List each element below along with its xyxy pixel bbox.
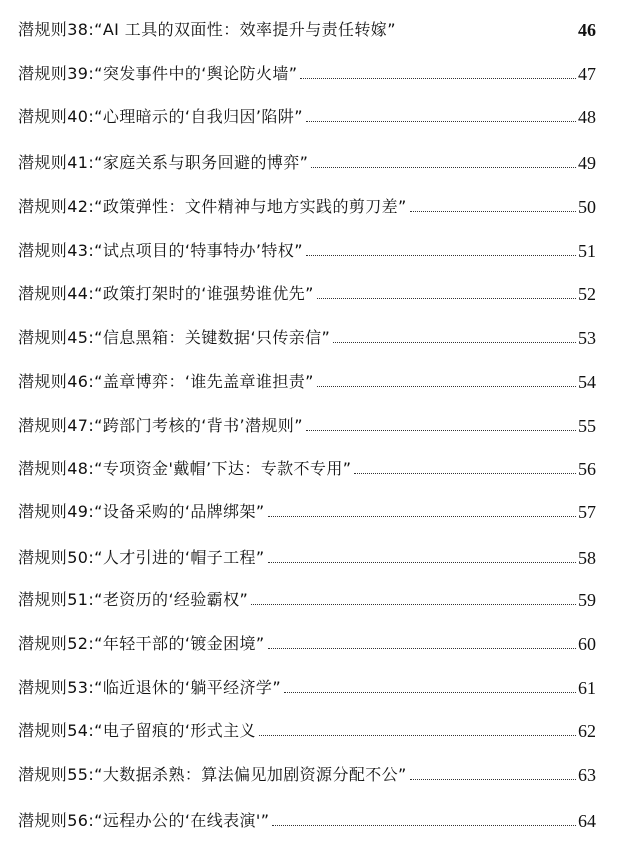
toc-leader-dots (268, 648, 576, 649)
toc-entry[interactable] (18, 280, 596, 304)
toc-leader-dots (317, 386, 576, 387)
toc-entry[interactable] (18, 498, 596, 522)
toc-entry-title: 潜规则47:“跨部门考核的‘背书’潜规则” (18, 416, 303, 435)
toc-entry-title: 潜规则41:“家庭关系与职务回避的博弈” (18, 153, 309, 172)
toc-entry-title: 潜规则44:“政策打架时的‘谁强势谁优先” (18, 284, 314, 303)
toc-entry-title: 潜规则42:“政策弹性：文件精神与地方实践的剪刀差” (18, 197, 407, 216)
toc-entry-title: 潜规则49:“设备采购的‘品牌绑架” (18, 502, 265, 521)
toc-entry-page: 49 (578, 153, 596, 173)
toc-entry[interactable] (18, 717, 596, 741)
toc-leader-dots (306, 121, 576, 122)
toc-entry[interactable] (18, 761, 596, 785)
toc-entry-page: 50 (578, 197, 596, 217)
toc-leader-dots (333, 342, 576, 343)
toc-entry[interactable] (18, 149, 596, 173)
toc-entry-title: 潜规则52:“年轻干部的‘镀金困境” (18, 634, 265, 653)
toc-entry-page: 63 (578, 765, 596, 785)
toc-leader-dots (354, 473, 576, 474)
toc-entry-title: 潜规则43:“试点项目的‘特事特办’特权” (18, 241, 303, 260)
toc-entry-title: 潜规则51:“老资历的‘经验霸权” (18, 590, 249, 609)
toc-leader-dots (317, 298, 576, 299)
toc-entry-title: 潜规则55:“大数据杀熟：算法偏见加剧资源分配不公” (18, 765, 407, 784)
toc-entry-title: 潜规则48:“专项资金'戴帽’下达：专款不专用” (18, 459, 352, 478)
toc-entry-page: 62 (578, 721, 596, 741)
toc-entry[interactable] (18, 630, 596, 654)
toc-entry-page: 55 (578, 416, 596, 436)
toc-entry[interactable] (18, 674, 596, 698)
toc-entry[interactable] (18, 455, 596, 479)
toc-leader-dots (311, 167, 576, 168)
toc-entry-page: 52 (578, 284, 596, 304)
toc-entry[interactable] (18, 103, 596, 127)
toc-entry-page: 54 (578, 372, 596, 392)
toc-entry-title: 潜规则39:“突发事件中的‘舆论防火墙” (18, 64, 298, 83)
toc-entry-title: 潜规则45:“信息黑箱：关键数据‘只传亲信” (18, 328, 331, 347)
toc-entry[interactable] (18, 16, 596, 40)
toc-entry-title: 潜规则53:“临近退休的‘躺平经济学” (18, 678, 282, 697)
toc-entry-title: 潜规则56:“远程办公的‘在线表演'” (18, 811, 270, 830)
toc-leader-dots (306, 255, 576, 256)
toc-entry-page: 46 (578, 20, 596, 40)
toc-entry[interactable] (18, 544, 596, 568)
toc-entry[interactable] (18, 807, 596, 831)
toc-entry-title: 潜规则54:“电子留痕的‘形式主义 (18, 721, 256, 740)
toc-entry[interactable] (18, 324, 596, 348)
toc-entry[interactable] (18, 368, 596, 392)
toc-entry[interactable] (18, 60, 596, 84)
toc-entry-title: 潜规则38:“AI 工具的双面性：效率提升与责任转嫁” (18, 20, 396, 39)
toc-entry-title: 潜规则50:“人才引进的‘帽子工程” (18, 548, 265, 567)
toc-leader-dots (306, 430, 576, 431)
toc-leader-dots (272, 825, 576, 826)
toc-leader-dots (410, 211, 576, 212)
toc-entry-page: 58 (578, 548, 596, 568)
toc-entry[interactable] (18, 193, 596, 217)
toc-entry[interactable] (18, 586, 596, 610)
toc-entry-page: 56 (578, 459, 596, 479)
toc-entry-page: 61 (578, 678, 596, 698)
toc-entry-title: 潜规则46:“盖章博弈：‘谁先盖章谁担责” (18, 372, 314, 391)
toc-entry[interactable] (18, 412, 596, 436)
toc-leader-spacer (399, 34, 576, 35)
toc-leader-dots (300, 78, 576, 79)
toc-entry-page: 60 (578, 634, 596, 654)
toc-entry-page: 53 (578, 328, 596, 348)
toc-entry-page: 51 (578, 241, 596, 261)
toc-leader-dots (251, 604, 576, 605)
toc-entry-title: 潜规则40:“心理暗示的‘自我归因’陷阱” (18, 107, 303, 126)
toc-entry[interactable] (18, 237, 596, 261)
toc-entry-page: 48 (578, 107, 596, 127)
toc-leader-dots (410, 779, 576, 780)
toc-entry-page: 64 (578, 811, 596, 831)
toc-entry-page: 57 (578, 502, 596, 522)
toc-leader-dots (268, 562, 576, 563)
toc-entry-page: 59 (578, 590, 596, 610)
toc-entry-page: 47 (578, 64, 596, 84)
toc-leader-dots (259, 735, 576, 736)
toc-leader-dots (284, 692, 576, 693)
toc-leader-dots (268, 516, 576, 517)
